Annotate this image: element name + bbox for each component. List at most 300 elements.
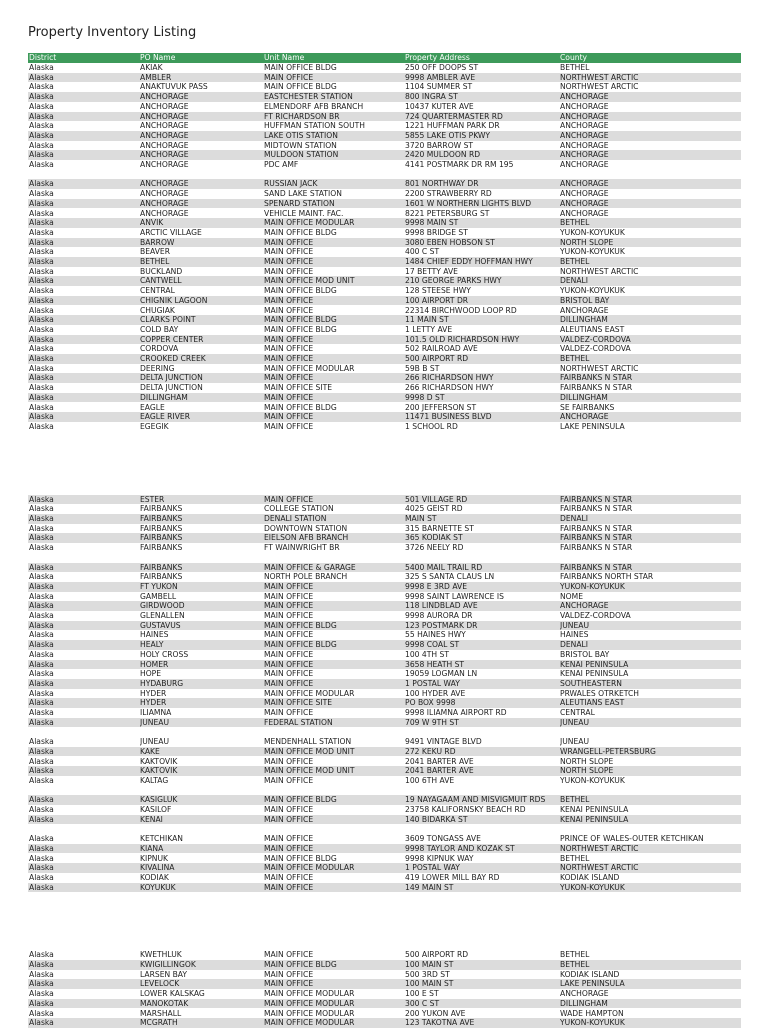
cell-po-name: CROOKED CREEK [140,354,206,363]
cell-po-name: LARSEN BAY [140,969,188,979]
cell-district: Alaska [29,276,54,286]
cell-district: Alaska [29,572,54,582]
cell-property-address: 17 BETTY AVE [405,266,458,276]
cell-county: BRISTOL BAY [560,649,610,659]
cell-district: Alaska [29,402,54,412]
cell-county: LAKE PENINSULA [560,979,625,989]
cell-district: Alaska [29,121,54,131]
cell-unit-name: MAIN OFFICE [264,354,314,363]
table-row [28,698,741,708]
cell-district: Alaska [29,746,54,756]
cell-district: Alaska [29,543,54,553]
cell-district: Alaska [29,63,54,72]
cell-county: BRISTOL BAY [560,295,610,305]
table-row [28,960,741,970]
table-row [28,131,741,141]
cell-property-address: 500 AIRPORT RD [405,950,469,960]
cell-po-name: EAGLE RIVER [140,412,190,422]
table-row [28,834,741,844]
cell-property-address: 101.5 OLD RICHARDSON HWY [405,334,520,344]
cell-unit-name: MAIN OFFICE [264,872,314,882]
cell-unit-name: MAIN OFFICE [264,775,314,785]
table-row [28,364,741,374]
cell-unit-name: MAIN OFFICE [264,344,314,354]
table-row [28,563,741,573]
cell-county: ANCHORAGE [560,208,609,218]
cell-county: ANCHORAGE [560,121,609,131]
cell-district: Alaska [29,775,54,785]
cell-po-name: MANOKOTAK [140,998,189,1008]
cell-county: PRWALES OTRKETCH [560,688,639,698]
cell-unit-name: DENALI STATION [264,514,327,523]
cell-district: Alaska [29,601,54,611]
cell-district: Alaska [29,649,54,659]
cell-property-address: 9998 SAINT LAWRENCE IS [405,591,504,601]
cell-property-address: 100 6TH AVE [405,775,455,785]
cell-property-address: 315 BARNETTE ST [405,523,474,533]
cell-county: LAKE PENINSULA [560,421,625,431]
cell-po-name: ANCHORAGE [140,150,189,160]
cell-po-name: BETHEL [140,257,170,266]
table-row [28,112,741,122]
cell-unit-name: MAIN OFFICE [264,373,314,383]
cell-county: JUNEAU [560,717,590,727]
cell-property-address: 9998 MAIN ST [405,218,459,228]
cell-property-address: 9491 VINTAGE BLVD [405,737,482,747]
table-row [28,63,741,73]
cell-po-name: HOPE [140,669,162,679]
cell-po-name: FAIRBANKS [140,562,183,572]
cell-county: NORTHWEST ARCTIC [560,363,639,373]
cell-district: Alaska [29,504,54,514]
cell-county: BETHEL [560,960,590,969]
cell-po-name: CHUGIAK [140,305,175,315]
table-row [28,179,741,189]
cell-district: Alaska [29,669,54,679]
table-row [28,73,741,83]
table-row [28,150,741,160]
cell-unit-name: MAIN OFFICE [264,601,314,611]
cell-property-address: 9998 KIPNUK WAY [405,853,474,863]
cell-unit-name: MAIN OFFICE BLDG [264,63,337,72]
cell-po-name: HYDER [140,688,167,698]
table-row [28,572,741,582]
cell-po-name: KWIGILLINGOK [140,960,196,969]
table-row [28,267,741,277]
cell-district: Alaska [29,640,54,650]
cell-county: FAIRBANKS N STAR [560,494,633,504]
table-row [28,766,741,776]
cell-unit-name: MAIN OFFICE [264,834,314,844]
cell-po-name: KODIAK [140,872,169,882]
cell-property-address: 2200 STRAWBERRY RD [405,189,492,199]
cell-po-name: ANAKTUVUK PASS [140,82,208,92]
table-row [28,582,741,592]
cell-unit-name: NORTH POLE BRANCH [264,572,348,582]
cell-po-name: HEALY [140,640,164,650]
cell-unit-name: PDC AMF [264,160,299,169]
cell-district: Alaska [29,237,54,247]
cell-po-name: HYDABURG [140,678,184,688]
cell-district: Alaska [29,286,54,296]
cell-property-address: 4141 POSTMARK DR RM 195 [405,160,514,169]
cell-property-address: 123 POSTMARK DR [405,620,478,630]
cell-district: Alaska [29,344,54,354]
header-po-name: PO Name [140,53,176,62]
table-row [28,737,741,747]
cell-property-address: 19 NAYAGAAM AND MISVIGMUIT RDS [405,795,546,805]
table-row [28,873,741,883]
cell-district: Alaska [29,969,54,979]
header-unit-name: Unit Name [264,53,305,62]
cell-unit-name: MAIN OFFICE BLDG [264,402,337,412]
cell-district: Alaska [29,863,54,873]
table-row [28,611,741,621]
cell-district: Alaska [29,882,54,892]
cell-property-address: 300 C ST [405,998,440,1008]
cell-po-name: JUNEAU [140,717,170,727]
cell-unit-name: MAIN OFFICE [264,843,314,853]
cell-unit-name: MAIN OFFICE MODULAR [264,363,355,373]
cell-unit-name: MAIN OFFICE [264,412,314,422]
cell-property-address: 1221 HUFFMAN PARK DR [405,121,500,131]
cell-po-name: KASILOF [140,805,172,814]
cell-po-name: KIVALINA [140,863,175,873]
cell-unit-name: MAIN OFFICE MODULAR [264,1008,355,1018]
cell-district: Alaska [29,315,54,325]
cell-property-address: 9998 COAL ST [405,640,460,650]
cell-unit-name: MAIN OFFICE MODULAR [264,688,355,698]
cell-property-address: 2041 BARTER AVE [405,766,474,776]
cell-district: Alaska [29,266,54,276]
cell-district: Alaska [29,82,54,92]
cell-county: ANCHORAGE [560,92,609,102]
cell-unit-name: MAIN OFFICE BLDG [264,324,337,334]
cell-po-name: CORDOVA [140,344,179,354]
table-row [28,805,741,815]
cell-po-name: EGEGIK [140,421,169,431]
cell-unit-name: MAIN OFFICE [264,882,314,892]
cell-property-address: 9998 BRIDGE ST [405,227,468,237]
cell-unit-name: MAIN OFFICE [264,581,314,591]
cell-county: BETHEL [560,853,590,863]
cell-property-address: 1 POSTAL WAY [405,678,460,688]
cell-county: VALDEZ-CORDOVA [560,334,631,344]
cell-po-name: CLARKS POINT [140,315,196,325]
cell-district: Alaska [29,688,54,698]
cell-po-name: KAKE [140,746,160,756]
cell-unit-name: MAIN OFFICE MODULAR [264,218,355,228]
cell-district: Alaska [29,805,54,814]
cell-unit-name: MAIN OFFICE BLDG [264,620,337,630]
cell-property-address: 123 TAKOTNA AVE [405,1018,475,1028]
table-row [28,82,741,92]
cell-district: Alaska [29,179,54,189]
table-row [28,776,741,786]
cell-district: Alaska [29,160,54,169]
cell-po-name: ANCHORAGE [140,179,189,189]
cell-district: Alaska [29,998,54,1008]
cell-county: KODIAK ISLAND [560,969,620,979]
table-row [28,257,741,267]
cell-county: VALDEZ-CORDOVA [560,344,631,354]
cell-property-address: 23758 KALIFORNSKY BEACH RD [405,805,526,814]
cell-county: PRINCE OF WALES-OUTER KETCHIKAN [560,834,704,844]
cell-unit-name: MAIN OFFICE [264,669,314,679]
cell-county: DILLINGHAM [560,392,608,402]
cell-unit-name: MAIN OFFICE [264,392,314,402]
table-row [28,403,741,413]
cell-district: Alaska [29,581,54,591]
cell-district: Alaska [29,295,54,305]
cell-county: ANCHORAGE [560,305,609,315]
cell-county: SE FAIRBANKS [560,402,615,412]
table-row [28,102,741,112]
cell-district: Alaska [29,189,54,199]
cell-county: YUKON-KOYUKUK [560,286,625,296]
table-row [28,718,741,728]
cell-unit-name: MIDTOWN STATION [264,140,337,150]
cell-district: Alaska [29,383,54,393]
table-row [28,630,741,640]
cell-district: Alaska [29,150,54,160]
cell-district: Alaska [29,872,54,882]
cell-property-address: MAIN ST [405,514,437,523]
cell-po-name: KOYUKUK [140,882,176,892]
table-row [28,950,741,960]
header-county: County [560,53,588,62]
table-row [28,189,741,199]
cell-district: Alaska [29,92,54,102]
table-row [28,601,741,611]
cell-property-address: 801 NORTHWAY DR [405,179,479,189]
cell-unit-name: FT RICHARDSON BR [264,111,340,121]
cell-unit-name: MAIN OFFICE BLDG [264,286,337,296]
cell-po-name: KASIGLUK [140,795,178,805]
cell-district: Alaska [29,698,54,708]
cell-county: YUKON-KOYUKUK [560,1018,625,1028]
cell-county: FAIRBANKS N STAR [560,533,633,543]
cell-po-name: FAIRBANKS [140,514,183,523]
cell-district: Alaska [29,247,54,257]
table-row [28,514,741,524]
cell-unit-name: MAIN OFFICE [264,950,314,960]
cell-po-name: KAKTOVIK [140,766,178,776]
cell-unit-name: MAIN OFFICE MODULAR [264,989,355,999]
cell-property-address: 128 STEESE HWY [405,286,471,296]
cell-county: KENAI PENINSULA [560,814,629,824]
table-row [28,344,741,354]
cell-unit-name: MAIN OFFICE [264,756,314,766]
cell-district: Alaska [29,523,54,533]
cell-po-name: CENTRAL [140,286,175,296]
cell-po-name: BUCKLAND [140,266,183,276]
cell-district: Alaska [29,101,54,111]
cell-property-address: 419 LOWER MILL BAY RD [405,872,500,882]
cell-po-name: KWETHLUK [140,950,182,960]
cell-unit-name: EASTCHESTER STATION [264,92,353,102]
table-row [28,393,741,403]
cell-po-name: HAINES [140,630,169,640]
cell-district: Alaska [29,834,54,844]
table-row [28,640,741,650]
cell-district: Alaska [29,227,54,237]
cell-district: Alaska [29,533,54,543]
cell-po-name: FAIRBANKS [140,504,183,514]
cell-property-address: 272 KEKU RD [405,746,456,756]
cell-po-name: ANCHORAGE [140,208,189,218]
cell-po-name: JUNEAU [140,737,170,747]
cell-po-name: ARCTIC VILLAGE [140,227,202,237]
cell-po-name: EAGLE [140,402,165,412]
table-row [28,296,741,306]
cell-property-address: 500 3RD ST [405,969,450,979]
cell-unit-name: MAIN OFFICE BLDG [264,227,337,237]
cell-unit-name: ELMENDORF AFB BRANCH [264,101,364,111]
cell-po-name: KETCHIKAN [140,834,183,844]
cell-po-name: DELTA JUNCTION [140,383,203,393]
cell-property-address: 100 AIRPORT DR [405,295,469,305]
cell-county: CENTRAL [560,708,595,717]
cell-unit-name: MAIN OFFICE [264,611,314,620]
cell-county: KENAI PENINSULA [560,669,629,679]
cell-district: Alaska [29,620,54,630]
cell-property-address: 118 LINDBLAD AVE [405,601,478,611]
table-row [28,238,741,248]
cell-district: Alaska [29,412,54,422]
cell-po-name: MCGRATH [140,1018,178,1028]
table-row [28,209,741,219]
cell-property-address: 325 S SANTA CLAUS LN [405,572,495,582]
table-row [28,999,741,1009]
cell-county: DILLINGHAM [560,315,608,325]
cell-po-name: LEVELOCK [140,979,180,989]
table-row [28,757,741,767]
cell-county: FAIRBANKS N STAR [560,562,633,572]
cell-property-address: PO BOX 9998 [405,698,456,708]
cell-county: BETHEL [560,257,590,266]
cell-unit-name: FEDERAL STATION [264,717,333,727]
table-row [28,383,741,393]
cell-district: Alaska [29,659,54,669]
cell-po-name: ILIAMNA [140,708,172,717]
cell-po-name: ANCHORAGE [140,92,189,102]
table-row [28,815,741,825]
cell-county: NORTHWEST ARCTIC [560,266,639,276]
cell-property-address: 709 W 9TH ST [405,717,459,727]
cell-district: Alaska [29,421,54,431]
cell-property-address: 250 OFF DOOPS ST [405,63,479,72]
cell-county: ANCHORAGE [560,989,609,999]
cell-county: BETHEL [560,354,590,363]
cell-property-address: 400 C ST [405,247,440,257]
cell-property-address: 200 JEFFERSON ST [405,402,477,412]
cell-property-address: 9998 ILIAMNA AIRPORT RD [405,708,507,717]
cell-county: WADE HAMPTON [560,1008,624,1018]
cell-property-address: 1 LETTY AVE [405,324,453,334]
cell-district: Alaska [29,305,54,315]
cell-po-name: ANCHORAGE [140,111,189,121]
cell-property-address: 11471 BUSINESS BLVD [405,412,492,422]
cell-district: Alaska [29,678,54,688]
cell-county: BETHEL [560,63,590,72]
cell-property-address: 100 MAIN ST [405,960,454,969]
cell-property-address: 9998 D ST [405,392,445,402]
cell-district: Alaska [29,562,54,572]
cell-county: NORTHWEST ARCTIC [560,843,639,853]
cell-county: ANCHORAGE [560,111,609,121]
cell-county: ALEUTIANS EAST [560,698,625,708]
cell-district: Alaska [29,324,54,334]
cell-property-address: 5855 LAKE OTIS PKWY [405,130,491,140]
cell-district: Alaska [29,111,54,121]
cell-po-name: FAIRBANKS [140,572,183,582]
cell-county: YUKON-KOYUKUK [560,227,625,237]
cell-district: Alaska [29,843,54,853]
cell-unit-name: VEHICLE MAINT. FAC. [264,208,344,218]
cell-county: FAIRBANKS N STAR [560,383,633,393]
cell-district: Alaska [29,989,54,999]
cell-district: Alaska [29,950,54,960]
cell-county: ANCHORAGE [560,198,609,208]
cell-property-address: 800 INGRA ST [405,92,458,102]
cell-county: HAINES [560,630,589,640]
cell-unit-name: MAIN OFFICE [264,630,314,640]
cell-unit-name: MAIN OFFICE [264,979,314,989]
cell-county: ANCHORAGE [560,189,609,199]
table-header-row [28,53,741,63]
cell-po-name: BARROW [140,237,175,247]
cell-unit-name: MAIN OFFICE [264,708,314,717]
cell-county: KENAI PENINSULA [560,659,629,669]
table-row [28,354,741,364]
cell-unit-name: MAIN OFFICE [264,494,314,504]
cell-property-address: 100 E ST [405,989,439,999]
cell-district: Alaska [29,72,54,82]
cell-property-address: 9998 AMBLER AVE [405,72,476,82]
cell-district: Alaska [29,363,54,373]
table-row [28,650,741,660]
table-row [28,92,741,102]
table-row [28,218,741,228]
cell-unit-name: MAIN OFFICE [264,237,314,247]
cell-unit-name: MAIN OFFICE [264,814,314,824]
cell-property-address: 10437 KUTER AVE [405,101,474,111]
cell-property-address: 8221 PETERSBURG ST [405,208,490,218]
cell-county: BETHEL [560,218,590,228]
cell-unit-name: DOWNTOWN STATION [264,523,348,533]
cell-property-address: 2041 BARTER AVE [405,756,474,766]
cell-unit-name: FT WAINWRIGHT BR [264,543,340,553]
cell-county: NORTH SLOPE [560,237,614,247]
cell-unit-name: LAKE OTIS STATION [264,130,338,140]
header-district: District [29,53,57,62]
cell-property-address: 55 HAINES HWY [405,630,466,640]
cell-county: SOUTHEASTERN [560,678,622,688]
cell-property-address: 5400 MAIL TRAIL RD [405,562,483,572]
cell-unit-name: MAIN OFFICE [264,266,314,276]
table-row [28,524,741,534]
table-row [28,621,741,631]
table-row [28,795,741,805]
cell-po-name: BEAVER [140,247,170,257]
cell-unit-name: MAIN OFFICE & GARAGE [264,562,356,572]
cell-unit-name: MAIN OFFICE [264,72,314,82]
cell-district: Alaska [29,354,54,363]
cell-po-name: GAMBELL [140,591,177,601]
cell-county: ANCHORAGE [560,601,609,611]
cell-po-name: ANCHORAGE [140,160,189,169]
